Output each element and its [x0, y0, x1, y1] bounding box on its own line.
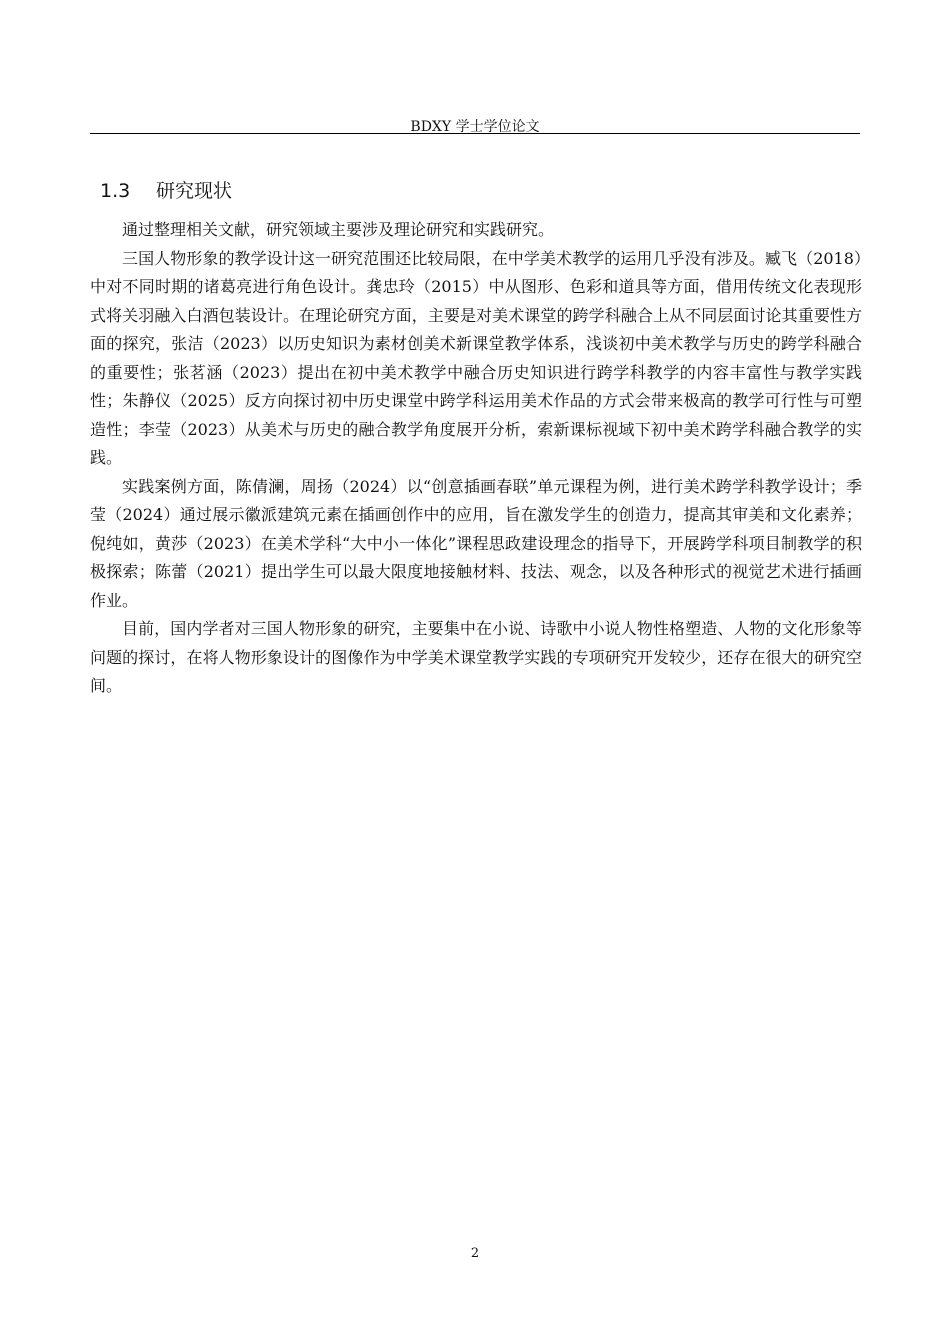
- paragraph: 实践案例方面，陈倩澜，周扬（2024）以“创意插画春联”单元课程为例，进行美术跨学科教学设计；季莹（2024）通过展示徽派建筑元素在插画创作中的应用，旨在激发学生的创造力，提高其审美和文化素养；倪纯如，黄莎（2023）在美术学科“大中小一体化”课程思政建设理念的指导下，开展跨学科项目制教学的积极探索；陈蕾（2021）提出学生可以最大限度地接触材料、技法、观念，以及各种形式的视觉艺术进行插画作业。: [90, 476, 862, 610]
- paragraph: 目前，国内学者对三国人物形象的研究，主要集中在小说、诗歌中小说人物性格塑造、人物的文化形象等问题的探讨，在将人物形象设计的图像作为中学美术课堂教学实践的专项研究开发较少，还存在很大的研究空间。: [90, 619, 862, 695]
- section-heading: [100, 177, 232, 205]
- section-number: 1.3: [100, 180, 131, 202]
- running-header: BDXY 学士学位论文: [410, 119, 540, 135]
- paragraph: 三国人物形象的教学设计这一研究范围还比较局限，在中学美术教学的运用几乎没有涉及。臧飞（2018）中对不同时期的诸葛亮进行角色设计。龚忠玲（2015）中从图形、色彩和道具等方面，借用传统文化表现形式将关羽融入白酒包装设计。在理论研究方面，主要是对美术课堂的跨学科融合上从不同层面讨论其重要性方面的探究，张洁（2023）以历史知识为素材创美术新课堂教学体系，浅谈初中美术教学与历史的跨学科融合的重要性；张茗涵（2023）提出在初中美术教学中融合历史知识进行跨学科教学的内容丰富性与教学实践性；朱静仪（2025）反方向探讨初中历史课堂中跨学科运用美术作品的方式会带来极高的教学可行性与可塑造性；李莹（2023）从美术与历史的融合教学角度展开分析，索新课标视域下初中美术跨学科融合教学的实践。: [90, 248, 862, 467]
- header-divider: [90, 133, 860, 134]
- section-title: 研究现状: [156, 180, 233, 202]
- paragraph: 通过整理相关文献，研究领域主要涉及理论研究和实践研究。: [122, 220, 555, 239]
- page-number: 2: [470, 1246, 480, 1261]
- body-text: [90, 216, 862, 701]
